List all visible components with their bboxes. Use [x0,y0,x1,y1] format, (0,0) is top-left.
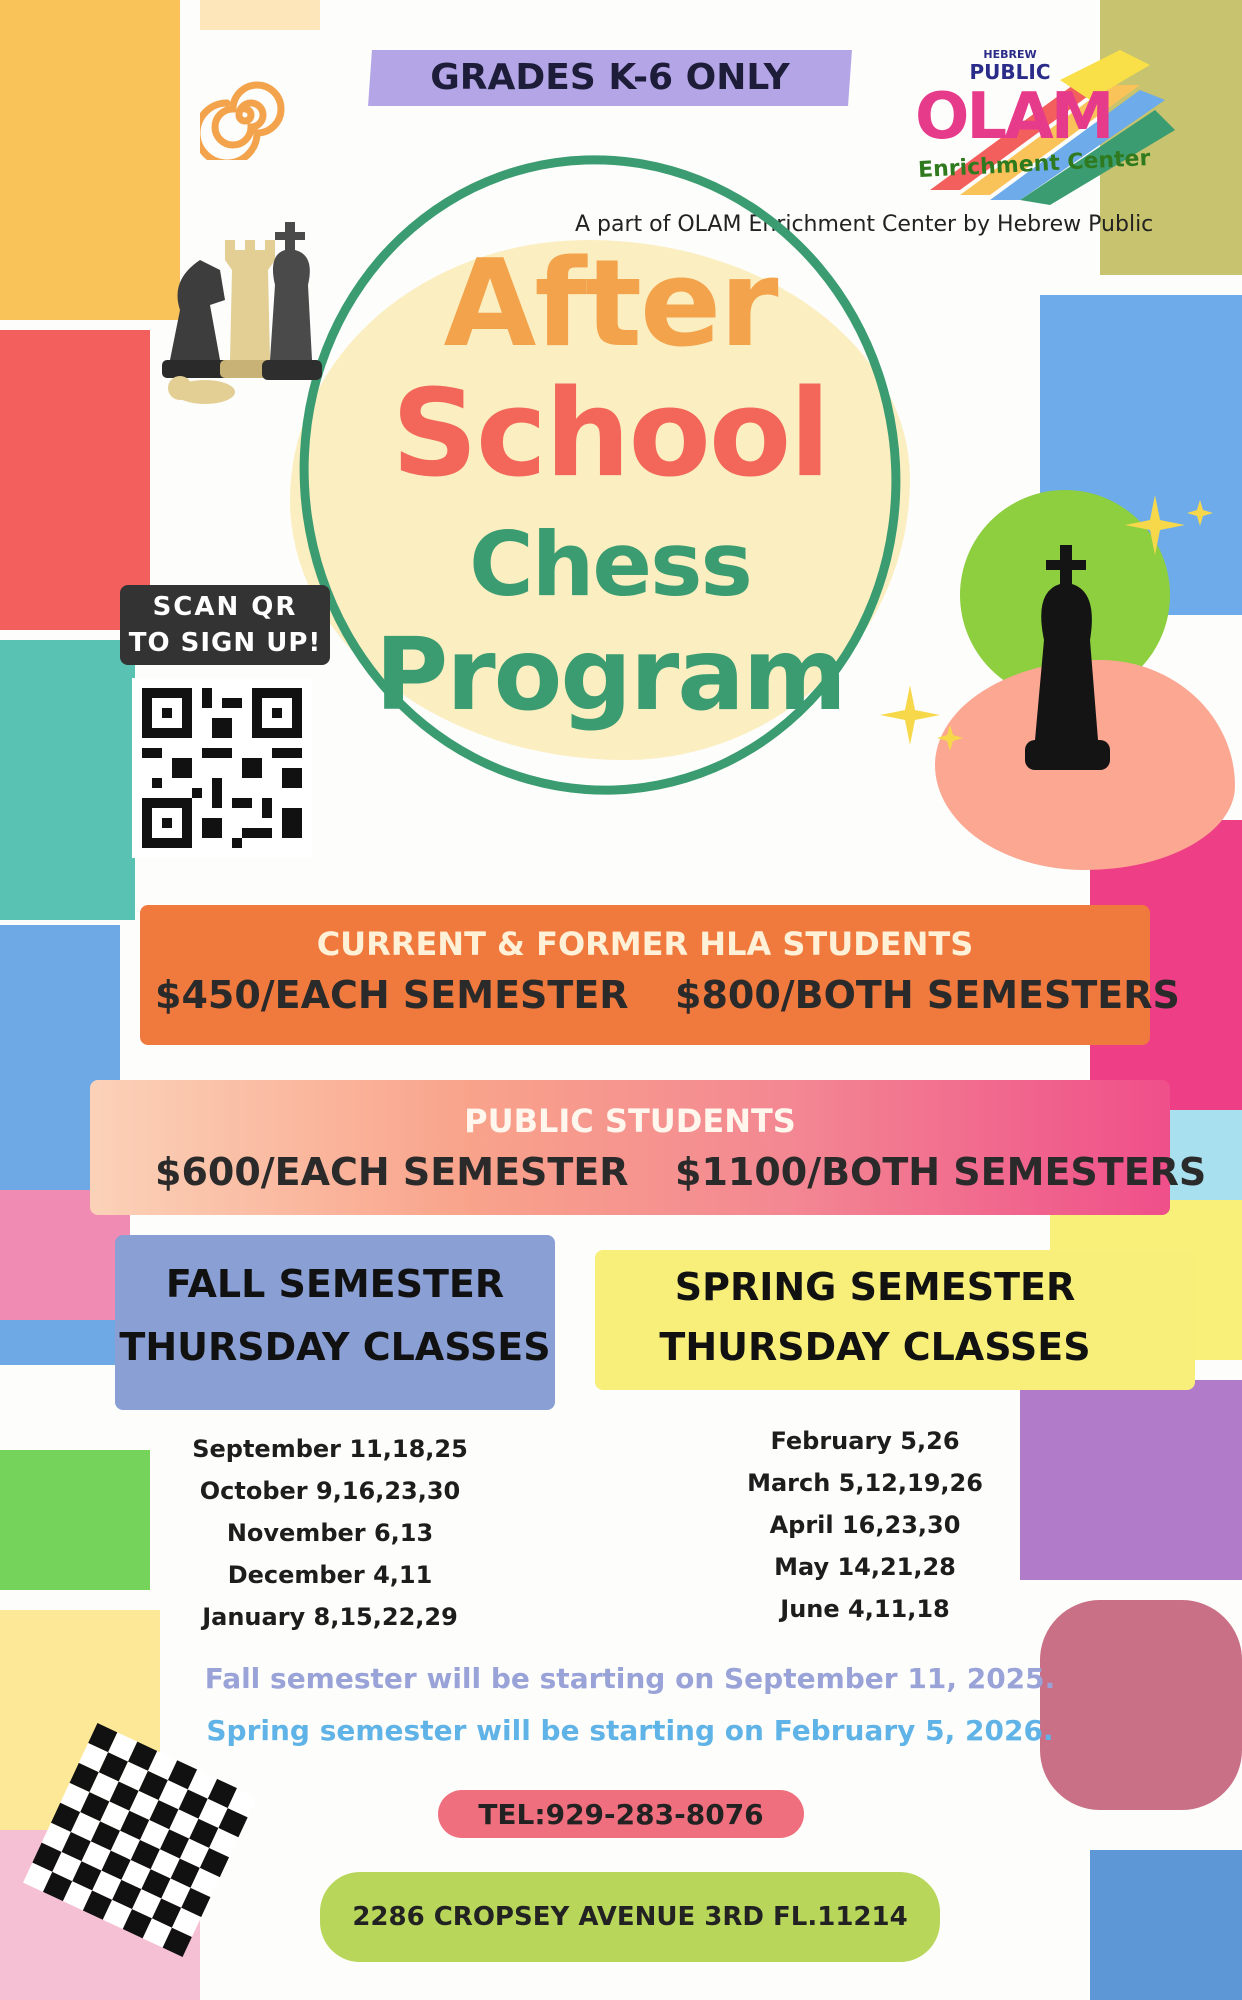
fall-date: January 8,15,22,29 [202,1603,458,1631]
deco-block [1040,1600,1242,1810]
spring-subtitle: THURSDAY CLASSES [659,1325,1091,1369]
deco-block [200,0,320,30]
hla-heading: CURRENT & FORMER HLA STUDENTS [316,925,974,963]
address-pill[interactable] [320,1872,940,1962]
qr-label-line1: SCAN QR [152,592,298,622]
sparkle-icon [880,680,970,760]
hla-both-price: $800/BOTH SEMESTERS [675,973,1180,1017]
deco-block [1090,1850,1242,2000]
public-both-price: $1100/BOTH SEMESTERS [675,1150,1207,1194]
logo-enrichment: Enrichment Center [917,145,1151,184]
deco-block [1020,1380,1242,1580]
sparkle-icon [1125,490,1215,570]
deco-block [0,1450,150,1590]
public-each-price: $600/EACH SEMESTER [155,1150,629,1194]
fall-start-note: Fall semester will be starting on September 11, 2025. [204,1662,1056,1695]
phone-number: TEL:929-283-8076 [478,1797,764,1831]
title-program: Program [375,616,845,733]
logo-olam: OLAM [915,80,1112,154]
qr-label-line2: TO SIGN UP! [128,628,322,658]
tagline: A part of OLAM Enrichment Center by Hebrew Public [575,212,1154,237]
fall-date: October 9,16,23,30 [199,1477,461,1505]
grades-label: GRADES K-6 ONLY [430,57,790,98]
fall-date: September 11,18,25 [192,1435,468,1463]
logo-public: PUBLIC [969,60,1051,84]
public-band [90,1080,1170,1215]
hla-each-price: $450/EACH SEMESTER [155,973,629,1017]
spring-dates [710,1420,1020,1630]
king-piece-icon [1000,540,1150,790]
qr-code[interactable] [132,678,312,858]
fall-dates [170,1428,490,1638]
checkerboard-icon [20,1720,260,1960]
spring-date: March 5,12,19,26 [747,1469,983,1497]
chess-pieces-icon [150,210,360,410]
fall-date: November 6,13 [226,1519,434,1547]
phone-pill[interactable] [438,1790,804,1838]
address-text: 2286 CROPSEY AVENUE 3RD FL.11214 [352,1902,908,1932]
spring-start-note: Spring semester will be starting on February 5, 2026. [206,1714,1054,1747]
spring-title: SPRING SEMESTER [674,1265,1076,1309]
spring-date: February 5,26 [770,1427,960,1455]
fall-subtitle: THURSDAY CLASSES [119,1325,551,1369]
deco-block [0,640,135,920]
spring-date: April 16,23,30 [769,1511,961,1539]
checker-grid [23,1723,257,1957]
public-heading: PUBLIC STUDENTS [464,1102,796,1140]
title-school: School [391,365,829,504]
fall-date: December 4,11 [227,1561,433,1589]
title-chess: Chess [469,513,751,616]
spring-date: June 4,11,18 [780,1595,950,1623]
fall-title: FALL SEMESTER [165,1262,505,1306]
spiral-icon [200,70,290,160]
spring-date: May 14,21,28 [774,1553,956,1581]
logo-hebrew: HEBREW [983,48,1037,61]
title-after: After [443,235,777,374]
olam-logo [910,40,1190,210]
